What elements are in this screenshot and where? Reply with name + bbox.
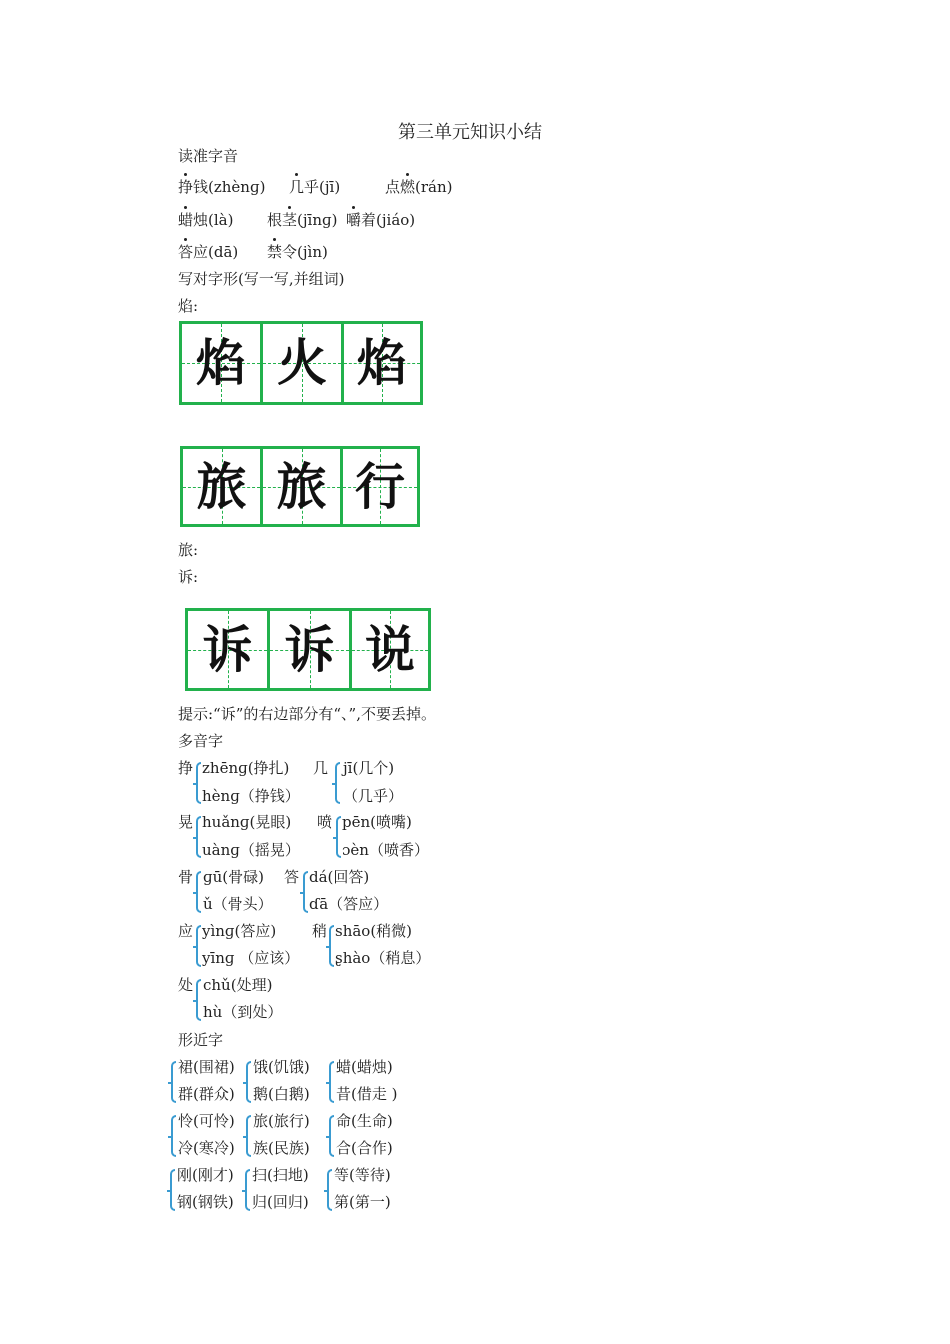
brace-icon [327,1169,332,1211]
char-label-su: 诉: [178,568,199,586]
similar-word: 旅(旅行) [253,1112,310,1130]
brace-icon [171,1115,176,1157]
grid-cell: 焰 [182,324,263,402]
pinyin-item: 嚼着(jiáo) [346,211,416,229]
writing-tip: 提示:“诉”的右边部分有“、”,不要丢掉。 [178,705,436,723]
pinyin-item: 挣钱(zhènɡ) [178,178,266,196]
polyphonic-reading: hù（到处） [203,1003,283,1021]
brace-icon [196,925,201,967]
polyphonic-reading: jī(几个) [343,759,395,777]
similar-word: 饿(饥饿) [253,1058,310,1076]
brace-icon [170,1169,175,1211]
similar-word: 昔(借走 ) [336,1085,398,1103]
pinyin-item: 点燃(rán) [385,178,453,196]
polyphonic-char: 晃 [178,813,194,831]
grid-cell: 火 [263,324,344,402]
similar-word: 族(民族) [253,1139,310,1157]
polyphonic-char: 应 [178,922,194,940]
similar-word: 合(合作) [336,1139,393,1157]
similar-word: 扫(扫地) [252,1166,309,1184]
brace-icon [329,1115,334,1157]
brace-icon [303,871,308,913]
grid-cell: 诉 [270,611,352,688]
polyphonic-reading: huǎnɡ(晃眼) [202,813,292,831]
section-heading-writing: 写对字形(写一写,并组词) [178,270,345,288]
brace-icon [246,1115,251,1157]
brace-icon [196,762,201,804]
polyphonic-reading: ɔèn（喷香） [342,841,429,859]
polyphonic-char: 挣 [178,759,194,777]
pinyin-item: 答应(dā) [178,243,239,261]
polyphonic-reading: ɗā（答应） [309,895,389,913]
brace-icon [171,1061,176,1103]
pinyin-item: 蜡烛(là) [178,211,234,229]
polyphonic-reading: uànɡ（摇晃） [202,841,300,859]
polyphonic-reading: ɡū(骨碌) [203,868,264,886]
grid-cell: 说 [352,611,428,688]
pinyin-item: 几乎(jī) [289,178,341,196]
brace-icon [329,1061,334,1103]
polyphonic-reading: ʂhào（稍息） [335,949,431,967]
tianzige-grid-yan [179,321,423,405]
brace-icon [336,816,341,858]
polyphonic-char: 喷 [317,813,333,831]
polyphonic-reading: yìnɡ(答应) [202,922,277,940]
tianzige-grid-su [185,608,431,691]
grid-cell: 焰 [344,324,420,402]
polyphonic-reading: yīnɡ （应该） [202,949,300,967]
brace-icon [335,762,340,804]
page-title: 第三单元知识小结 [398,122,542,143]
section-heading-polyphonic: 多音字 [178,732,224,750]
polyphonic-char: 骨 [178,868,194,886]
pinyin-item: 禁令(jìn) [267,243,328,261]
polyphonic-reading: ǔ（骨头） [203,895,273,913]
char-label-yan: 焰: [178,297,199,315]
pinyin-item: 根茎(jīnɡ) [267,211,338,229]
polyphonic-reading: pēn(喷嘴) [342,813,412,831]
brace-icon [196,816,201,858]
polyphonic-char: 答 [284,868,300,886]
grid-cell: 旅 [183,449,263,524]
similar-word: 刚(刚才) [177,1166,234,1184]
polyphonic-reading: zhēnɡ(挣扎) [202,759,290,777]
similar-word: 第(第一) [334,1193,391,1211]
similar-word: 冷(寒冷) [178,1139,235,1157]
similar-word: 群(群众) [178,1085,235,1103]
similar-word: 命(生命) [336,1112,393,1130]
similar-word: 鹅(白鹅) [253,1085,310,1103]
similar-word: 等(等待) [334,1166,391,1184]
polyphonic-reading: shāo(稍微) [335,922,413,940]
similar-word: 蜡(蜡烛) [336,1058,393,1076]
similar-word: 怜(可怜) [178,1112,235,1130]
polyphonic-reading: chǔ(处理) [203,976,273,994]
polyphonic-char: 几 [313,759,329,777]
brace-icon [246,1061,251,1103]
polyphonic-reading: hènɡ（挣钱） [202,787,300,805]
polyphonic-char: 稍 [312,922,328,940]
tianzige-grid-lv [180,446,420,527]
grid-cell: 旅 [263,449,343,524]
polyphonic-char: 处 [178,976,194,994]
similar-word: 钢(钢铁) [177,1193,234,1211]
brace-icon [329,925,334,967]
polyphonic-reading: （几乎） [343,787,404,805]
brace-icon [196,871,201,913]
brace-icon [196,979,201,1021]
similar-word: 归(回归) [252,1193,309,1211]
section-heading-similar: 形近字 [178,1031,224,1049]
grid-cell: 诉 [188,611,270,688]
section-heading-pronunciation: 读准字音 [178,147,239,165]
grid-cell: 行 [343,449,417,524]
similar-word: 裙(围裙) [178,1058,235,1076]
brace-icon [245,1169,250,1211]
char-label-lv: 旅: [178,541,199,559]
polyphonic-reading: dá(回答) [309,868,370,886]
